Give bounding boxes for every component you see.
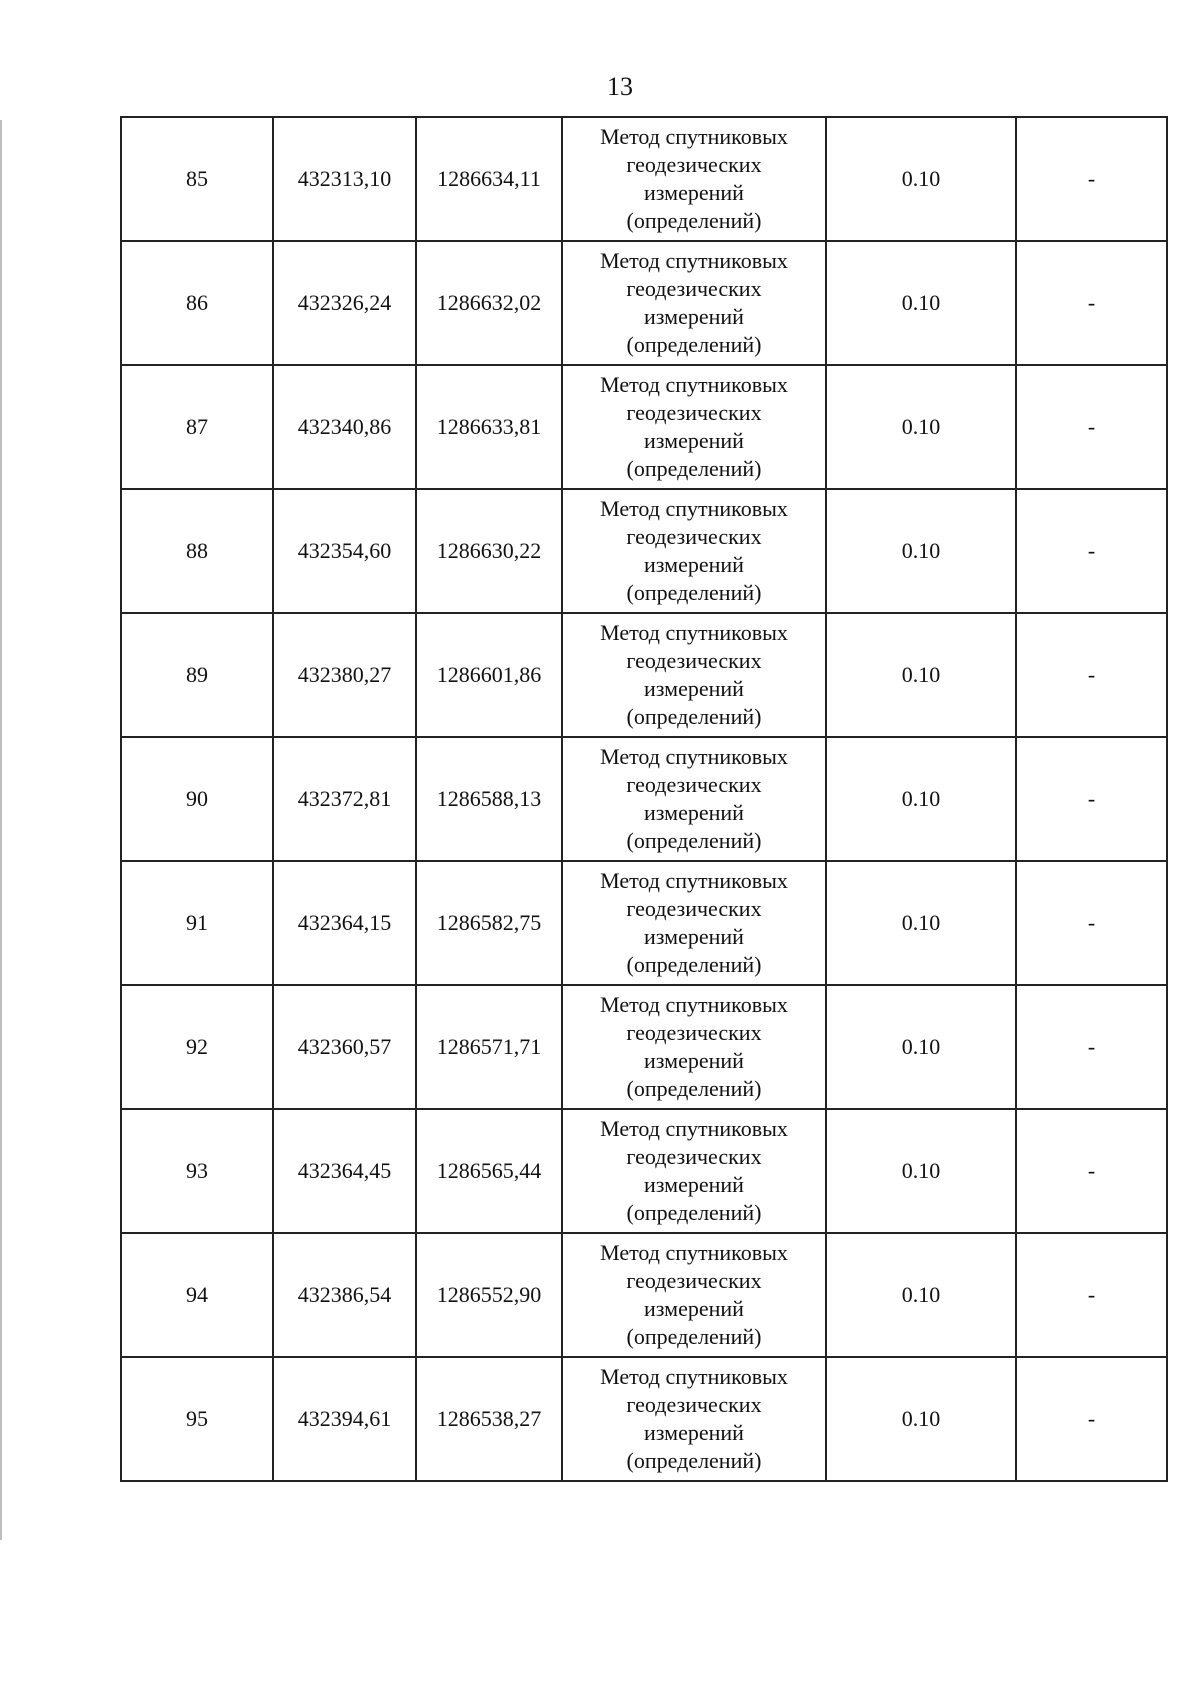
method-line: (определений): [626, 332, 762, 357]
method-cell: [562, 1233, 826, 1357]
point-number-cell: 91: [121, 861, 273, 985]
note-cell: -: [1016, 985, 1167, 1109]
y-coordinate-cell: 1286582,75: [416, 861, 562, 985]
x-coordinate-cell: 432380,27: [273, 613, 416, 737]
method-line: Метод спутниковых: [600, 248, 788, 273]
method-cell: [562, 117, 826, 241]
method-line: Метод спутниковых: [600, 868, 788, 893]
method-line: геодезических: [626, 1268, 762, 1293]
y-coordinate-cell: 1286601,86: [416, 613, 562, 737]
y-coordinate-cell: 1286634,11: [416, 117, 562, 241]
x-coordinate-cell: 432360,57: [273, 985, 416, 1109]
table-row: [121, 1233, 1167, 1357]
method-line: Метод спутниковых: [600, 1116, 788, 1141]
y-coordinate-cell: 1286538,27: [416, 1357, 562, 1481]
table-row: [121, 861, 1167, 985]
note-cell: -: [1016, 365, 1167, 489]
method-line: Метод спутниковых: [600, 372, 788, 397]
x-coordinate-cell: 432364,45: [273, 1109, 416, 1233]
table-row: [121, 1109, 1167, 1233]
note-cell: -: [1016, 613, 1167, 737]
method-line: (определений): [626, 580, 762, 605]
method-line: измерений: [644, 1420, 744, 1445]
point-number-cell: 87: [121, 365, 273, 489]
point-number-cell: 90: [121, 737, 273, 861]
table-row: [121, 613, 1167, 737]
page-number: 13: [607, 72, 633, 101]
accuracy-cell: 0.10: [826, 241, 1016, 365]
accuracy-cell: 0.10: [826, 117, 1016, 241]
accuracy-cell: 0.10: [826, 1109, 1016, 1233]
y-coordinate-cell: 1286571,71: [416, 985, 562, 1109]
scan-edge-line: [0, 120, 2, 1540]
table-row: [121, 241, 1167, 365]
method-line: Метод спутниковых: [600, 1364, 788, 1389]
method-line: (определений): [626, 456, 762, 481]
x-coordinate-cell: 432394,61: [273, 1357, 416, 1481]
note-cell: -: [1016, 737, 1167, 861]
method-cell: [562, 861, 826, 985]
x-coordinate-cell: 432313,10: [273, 117, 416, 241]
method-line: геодезических: [626, 896, 762, 921]
x-coordinate-cell: 432386,54: [273, 1233, 416, 1357]
table-row: [121, 985, 1167, 1109]
method-line: геодезических: [626, 152, 762, 177]
method-line: геодезических: [626, 1144, 762, 1169]
point-number-cell: 88: [121, 489, 273, 613]
method-cell: [562, 985, 826, 1109]
x-coordinate-cell: 432372,81: [273, 737, 416, 861]
note-cell: -: [1016, 489, 1167, 613]
point-number-cell: 93: [121, 1109, 273, 1233]
accuracy-cell: 0.10: [826, 1357, 1016, 1481]
point-number-cell: 86: [121, 241, 273, 365]
method-line: Метод спутниковых: [600, 496, 788, 521]
method-line: измерений: [644, 800, 744, 825]
point-number-cell: 92: [121, 985, 273, 1109]
method-line: измерений: [644, 180, 744, 205]
method-cell: [562, 1357, 826, 1481]
x-coordinate-cell: 432326,24: [273, 241, 416, 365]
method-line: (определений): [626, 952, 762, 977]
y-coordinate-cell: 1286630,22: [416, 489, 562, 613]
point-number-cell: 89: [121, 613, 273, 737]
note-cell: -: [1016, 117, 1167, 241]
accuracy-cell: 0.10: [826, 985, 1016, 1109]
method-line: Метод спутниковых: [600, 620, 788, 645]
method-cell: [562, 1109, 826, 1233]
method-line: измерений: [644, 1296, 744, 1321]
method-line: (определений): [626, 828, 762, 853]
method-line: геодезических: [626, 648, 762, 673]
accuracy-cell: 0.10: [826, 613, 1016, 737]
method-line: (определений): [626, 1448, 762, 1473]
method-line: измерений: [644, 676, 744, 701]
method-line: Метод спутниковых: [600, 1240, 788, 1265]
note-cell: -: [1016, 1109, 1167, 1233]
y-coordinate-cell: 1286633,81: [416, 365, 562, 489]
y-coordinate-cell: 1286588,13: [416, 737, 562, 861]
method-line: измерений: [644, 304, 744, 329]
note-cell: -: [1016, 1233, 1167, 1357]
x-coordinate-cell: 432340,86: [273, 365, 416, 489]
method-line: (определений): [626, 1200, 762, 1225]
table-row: [121, 117, 1167, 241]
method-line: измерений: [644, 428, 744, 453]
note-cell: -: [1016, 1357, 1167, 1481]
method-line: геодезических: [626, 276, 762, 301]
method-cell: [562, 241, 826, 365]
method-line: (определений): [626, 1324, 762, 1349]
method-line: геодезических: [626, 524, 762, 549]
method-line: Метод спутниковых: [600, 124, 788, 149]
method-line: геодезических: [626, 772, 762, 797]
method-cell: [562, 737, 826, 861]
x-coordinate-cell: 432364,15: [273, 861, 416, 985]
point-number-cell: 85: [121, 117, 273, 241]
method-line: геодезических: [626, 400, 762, 425]
table-row: [121, 365, 1167, 489]
method-line: измерений: [644, 1048, 744, 1073]
method-line: (определений): [626, 1076, 762, 1101]
table-row: [121, 1357, 1167, 1481]
y-coordinate-cell: 1286632,02: [416, 241, 562, 365]
x-coordinate-cell: 432354,60: [273, 489, 416, 613]
point-number-cell: 95: [121, 1357, 273, 1481]
note-cell: -: [1016, 861, 1167, 985]
method-line: геодезических: [626, 1392, 762, 1417]
method-line: (определений): [626, 704, 762, 729]
method-line: измерений: [644, 552, 744, 577]
accuracy-cell: 0.10: [826, 737, 1016, 861]
coordinates-table: [120, 116, 1168, 1482]
table-row: [121, 737, 1167, 861]
method-line: геодезических: [626, 1020, 762, 1045]
accuracy-cell: 0.10: [826, 861, 1016, 985]
method-cell: [562, 489, 826, 613]
method-line: измерений: [644, 1172, 744, 1197]
accuracy-cell: 0.10: [826, 365, 1016, 489]
method-line: Метод спутниковых: [600, 992, 788, 1017]
accuracy-cell: 0.10: [826, 1233, 1016, 1357]
method-line: (определений): [626, 208, 762, 233]
table-row: [121, 489, 1167, 613]
y-coordinate-cell: 1286552,90: [416, 1233, 562, 1357]
method-cell: [562, 613, 826, 737]
method-cell: [562, 365, 826, 489]
note-cell: -: [1016, 241, 1167, 365]
point-number-cell: 94: [121, 1233, 273, 1357]
accuracy-cell: 0.10: [826, 489, 1016, 613]
method-line: измерений: [644, 924, 744, 949]
method-line: Метод спутниковых: [600, 744, 788, 769]
table-body: [121, 117, 1167, 1481]
y-coordinate-cell: 1286565,44: [416, 1109, 562, 1233]
